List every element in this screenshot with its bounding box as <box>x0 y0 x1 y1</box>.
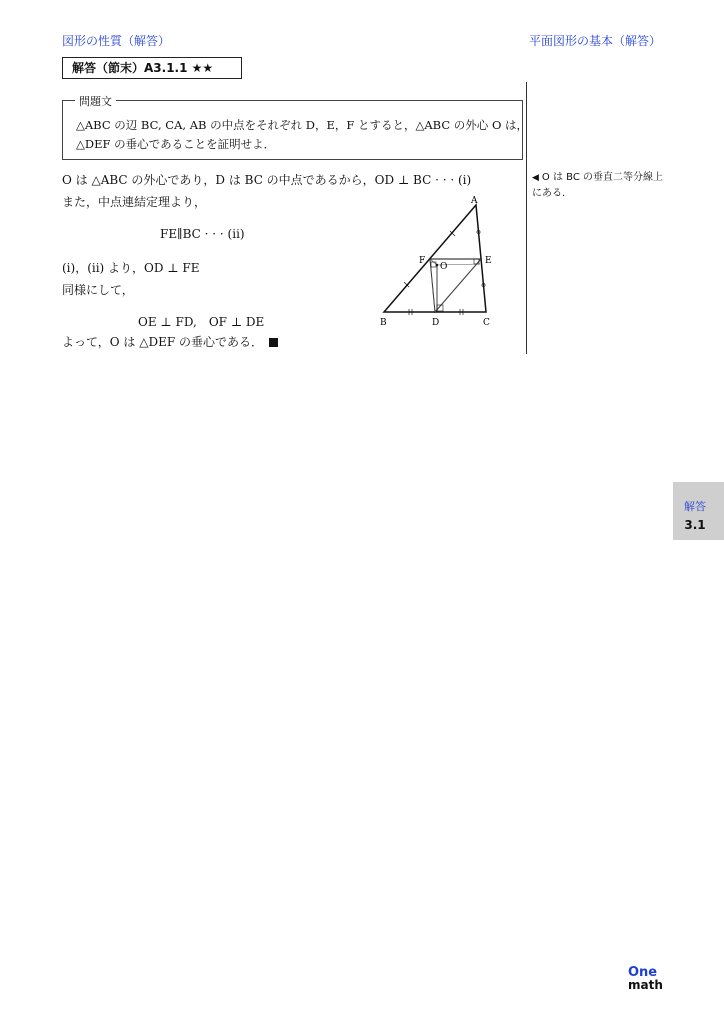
onemath-logo <box>628 966 668 992</box>
label-c: C <box>483 318 490 328</box>
proof-equation-ii: FE∥BC · · · (ii) <box>160 227 245 241</box>
proof-conclusion <box>62 333 278 350</box>
note-text: O は BC の垂直二等分線上にある． <box>532 172 663 199</box>
label-f: F <box>419 256 426 266</box>
conclusion-text: よって，O は △DEF の垂心である． <box>62 335 263 349</box>
proof-line-2: また，中点連結定理より， <box>62 195 207 209</box>
problem-box <box>62 95 529 160</box>
header-section-title: 平面図形の基本（解答） <box>529 34 662 48</box>
problem-line-2: △DEF の垂心であることを証明せよ． <box>76 137 276 151</box>
section-title-box: 解答（節末）A3.1.1 ★★ <box>62 57 242 79</box>
side-note <box>532 170 672 202</box>
logo-bottom-text: math <box>628 978 663 992</box>
label-a: A <box>471 196 478 206</box>
chapter-tab <box>673 482 724 540</box>
qed-mark <box>269 338 278 347</box>
proof-equation-perpendiculars: OE ⊥ FD, OF ⊥ DE <box>138 315 265 329</box>
header-chapter-title: 図形の性質（解答） <box>62 34 171 48</box>
proof-line-1: O は △ABC の外心であり，D は BC の中点であるから，OD ⊥ BC · · · (i) <box>62 173 472 187</box>
problem-label: 問題文 <box>75 93 116 109</box>
logo-top-text: One <box>628 965 658 980</box>
proof-line-5: 同様にして， <box>62 283 134 297</box>
label-e: E <box>485 256 492 266</box>
label-d: D <box>432 318 440 328</box>
tab-label: 解答 <box>684 500 706 513</box>
label-o: O <box>440 262 448 272</box>
label-b: B <box>380 318 387 328</box>
problem-line-1: △ABC の辺 BC, CA, AB の中点をそれぞれ D，E，F とすると，△ABC の外心 O は， <box>76 118 529 132</box>
tab-number: 3.1 <box>684 518 706 532</box>
point-o <box>436 264 438 266</box>
proof-line-4: (i)，(ii) より，OD ⊥ FE <box>62 261 200 275</box>
note-marker-icon: ◀ <box>532 173 539 183</box>
triangle-def <box>430 259 481 312</box>
triangle-figure <box>376 195 526 335</box>
right-angle-f <box>431 262 436 267</box>
